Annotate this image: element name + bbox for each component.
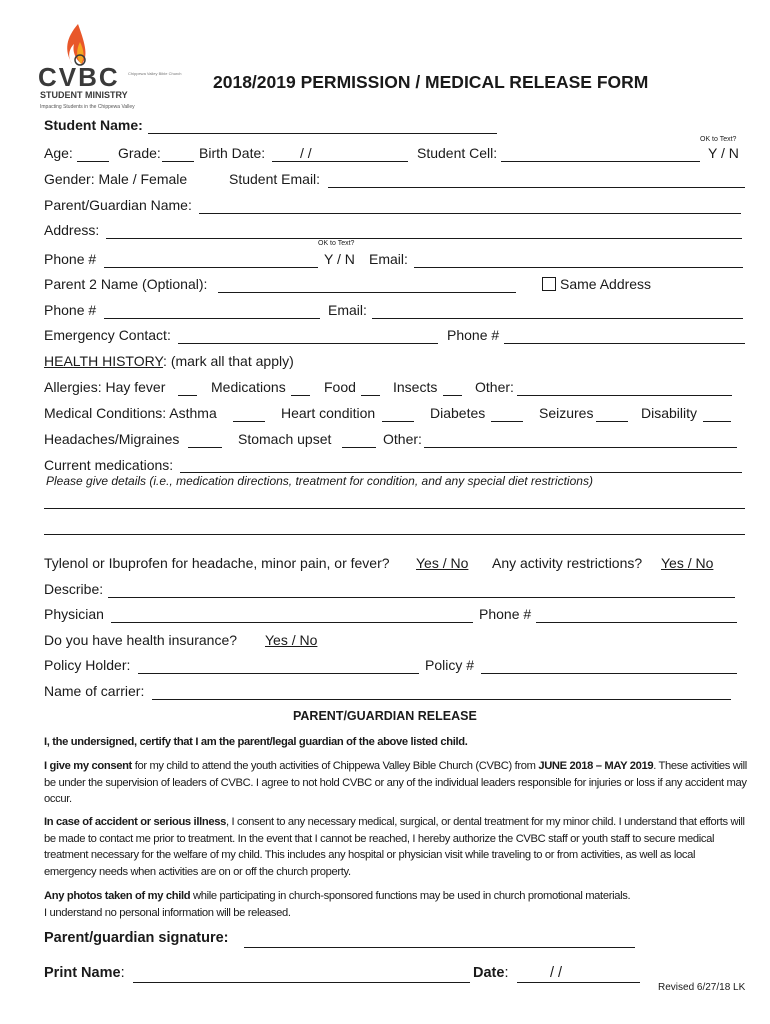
carrier-label: Name of carrier:	[44, 683, 145, 699]
release-heading: PARENT/GUARDIAN RELEASE	[293, 709, 477, 723]
policy-holder-field[interactable]	[138, 673, 419, 674]
birth-date-slashes: / /	[300, 145, 312, 161]
birth-date-label: Birth Date:	[199, 145, 266, 161]
accident-text: , I consent to any necessary medical, surgical, or dental treatment for my minor child. I understand that efforts will be made to contact me prior to treatment. In the event that I cannot be reached, I hereby authorize the CVBC staff or youth staff to secure medical treatment necessary for the welfare of my child. This includes any hospital or physician visit while traveling to or from activities, as well as local emergency needs when activities are on or off the church property.	[44, 816, 745, 878]
address-field[interactable]	[106, 238, 742, 239]
insects-allergy-field[interactable]	[443, 395, 462, 396]
asthma-field[interactable]	[233, 421, 265, 422]
consent-text: for my child to attend the youth activities of Chippewa Valley Bible Church (CVBC) from	[131, 760, 539, 772]
parent2-name-field[interactable]	[218, 292, 516, 293]
physician-label: Physician	[44, 606, 104, 622]
seizures-label: Seizures	[539, 405, 594, 421]
email-label: Email:	[369, 251, 408, 267]
insurance-yes-no[interactable]: Yes / No	[265, 632, 318, 648]
same-address-checkbox[interactable]	[542, 277, 556, 291]
other-condition-label: Other:	[383, 431, 422, 447]
revised-note: Revised 6/27/18 LK	[658, 982, 746, 993]
headaches-label: Headaches/Migraines	[44, 431, 180, 447]
describe-label: Describe:	[44, 581, 104, 597]
food-allergy-label: Food	[324, 379, 356, 395]
details-line-1[interactable]	[44, 508, 745, 509]
diabetes-field[interactable]	[491, 421, 523, 422]
consent-dates: JUNE 2018 – MAY 2019	[538, 760, 654, 772]
headaches-field[interactable]	[188, 447, 222, 448]
other-allergy-field[interactable]	[517, 395, 732, 396]
describe-field[interactable]	[108, 597, 735, 598]
diabetes-label: Diabetes	[430, 405, 486, 421]
student-email-label: Student Email:	[229, 171, 321, 187]
signature-label: Parent/guardian signature:	[44, 930, 229, 946]
health-history-title: HEALTH HISTORY	[44, 353, 164, 369]
emergency-phone-label: Phone #	[447, 327, 500, 343]
date-row: Date:	[473, 965, 509, 981]
insects-allergy-label: Insects	[393, 379, 438, 395]
same-address-label: Same Address	[560, 276, 652, 292]
consent-text2: . These activities will be under the supervision of leaders of CVBC. I agree to not hold CVBC or any of the individual leaders responsible for injuries or loss if any accident may occur.	[44, 760, 747, 805]
accident-paragraph	[44, 814, 750, 880]
certify-statement: I, the undersigned, certify that I am the parent/legal guardian of the above listed child.	[44, 736, 468, 748]
heart-condition-field[interactable]	[382, 421, 414, 422]
details-line-2[interactable]	[44, 534, 745, 535]
emergency-contact-label: Emergency Contact:	[44, 327, 171, 343]
medications-allergy-label: Medications	[211, 379, 286, 395]
form-title: 2018/2019 PERMISSION / MEDICAL RELEASE FORM	[213, 72, 649, 92]
photos-bold: Any photos taken of my child	[44, 890, 191, 902]
phone2-label: Phone #	[44, 302, 97, 318]
seizures-field[interactable]	[596, 421, 628, 422]
email2-field[interactable]	[372, 318, 743, 319]
details-note: Please give details (i.e., medication directions, treatment for condition, and any special diet restrictions)	[46, 474, 593, 488]
cell-text-yes-no[interactable]: Y / N	[708, 145, 739, 161]
disability-label: Disability	[641, 405, 698, 421]
ok-to-text-cell-label: OK to Text?	[700, 136, 737, 143]
personal-info-text: I understand no personal information will be released.	[44, 906, 291, 919]
other-allergy-label: Other:	[475, 379, 514, 395]
current-medications-label: Current medications:	[44, 457, 174, 473]
phone-field[interactable]	[104, 267, 318, 268]
physician-phone-label: Phone #	[479, 606, 532, 622]
policy-number-field[interactable]	[481, 673, 737, 674]
activity-yes-no[interactable]: Yes / No	[661, 555, 714, 571]
carrier-field[interactable]	[152, 699, 731, 700]
address-label: Address:	[44, 222, 100, 238]
photos-paragraph	[44, 888, 750, 921]
logo-ministry: STUDENT MINISTRY	[40, 90, 128, 100]
consent-bold: I give my consent	[44, 760, 132, 772]
phone-text-yes-no[interactable]: Y / N	[324, 251, 355, 267]
flame-icon	[67, 24, 85, 65]
tylenol-yes-no[interactable]: Yes / No	[416, 555, 469, 571]
signature-field[interactable]	[244, 947, 635, 948]
health-history-heading	[44, 353, 294, 369]
email2-label: Email:	[328, 302, 367, 318]
date-field[interactable]	[517, 982, 640, 983]
parent-name-field[interactable]	[199, 213, 741, 214]
physician-field[interactable]	[111, 622, 473, 623]
activity-restrictions-label: Any activity restrictions?	[492, 555, 643, 571]
photos-text: while participating in church-sponsored functions may be used in church promotional materials.	[190, 890, 631, 902]
allergies-hay-fever-label: Allergies: Hay fever	[44, 379, 166, 395]
policy-number-label: Policy #	[425, 657, 475, 673]
accident-bold: In case of accident or serious illness	[44, 816, 226, 828]
food-allergy-field[interactable]	[361, 395, 380, 396]
physician-phone-field[interactable]	[536, 622, 737, 623]
birth-date-field[interactable]	[272, 161, 408, 162]
medications-allergy-field[interactable]	[291, 395, 310, 396]
heart-condition-label: Heart condition	[281, 405, 376, 421]
print-name-field[interactable]	[133, 982, 470, 983]
cvbc-logo	[38, 20, 182, 110]
consent-paragraph	[44, 758, 750, 808]
emergency-contact-field[interactable]	[178, 343, 438, 344]
age-label: Age:	[44, 145, 73, 161]
ok-to-text-phone-label: OK to Text?	[318, 240, 355, 247]
disability-field[interactable]	[703, 421, 731, 422]
grade-label: Grade:	[118, 145, 161, 161]
student-name-field[interactable]	[148, 133, 497, 134]
student-email-field[interactable]	[328, 187, 745, 188]
print-name-row: Print Name:	[44, 965, 125, 981]
other-condition-field[interactable]	[424, 447, 737, 448]
age-field[interactable]	[77, 161, 109, 162]
gender-options[interactable]: Gender: Male / Female	[44, 171, 188, 187]
health-history-note: : (mark all that apply)	[163, 353, 294, 369]
student-name-label: Student Name:	[44, 117, 143, 133]
insurance-question: Do you have health insurance?	[44, 632, 238, 648]
tylenol-question: Tylenol or Ibuprofen for headache, minor pain, or fever?	[44, 555, 390, 571]
policy-holder-label: Policy Holder:	[44, 657, 131, 673]
stomach-upset-label: Stomach upset	[238, 431, 332, 447]
email-field[interactable]	[414, 267, 743, 268]
parent2-name-label: Parent 2 Name (Optional):	[44, 276, 208, 292]
grade-field[interactable]	[162, 161, 194, 162]
medical-asthma-label: Medical Conditions: Asthma	[44, 405, 217, 421]
logo-tiny-text: Chippewa Valley Bible Church	[128, 71, 182, 76]
phone2-field[interactable]	[104, 318, 320, 319]
stomach-upset-field[interactable]	[342, 447, 376, 448]
emergency-phone-field[interactable]	[504, 343, 745, 344]
hay-fever-field[interactable]	[178, 395, 197, 396]
print-name-label: Print Name	[44, 965, 121, 981]
current-medications-field[interactable]	[180, 472, 742, 473]
student-cell-field[interactable]	[501, 161, 700, 162]
logo-tagline: Impacting Students in the Chippewa Valley	[40, 104, 135, 110]
date-label: Date	[473, 965, 505, 981]
student-cell-label: Student Cell:	[417, 145, 498, 161]
phone-label: Phone #	[44, 251, 97, 267]
logo-letters: CVBC	[38, 62, 120, 92]
parent-name-label: Parent/Guardian Name:	[44, 197, 192, 213]
date-slashes: / /	[550, 965, 563, 981]
